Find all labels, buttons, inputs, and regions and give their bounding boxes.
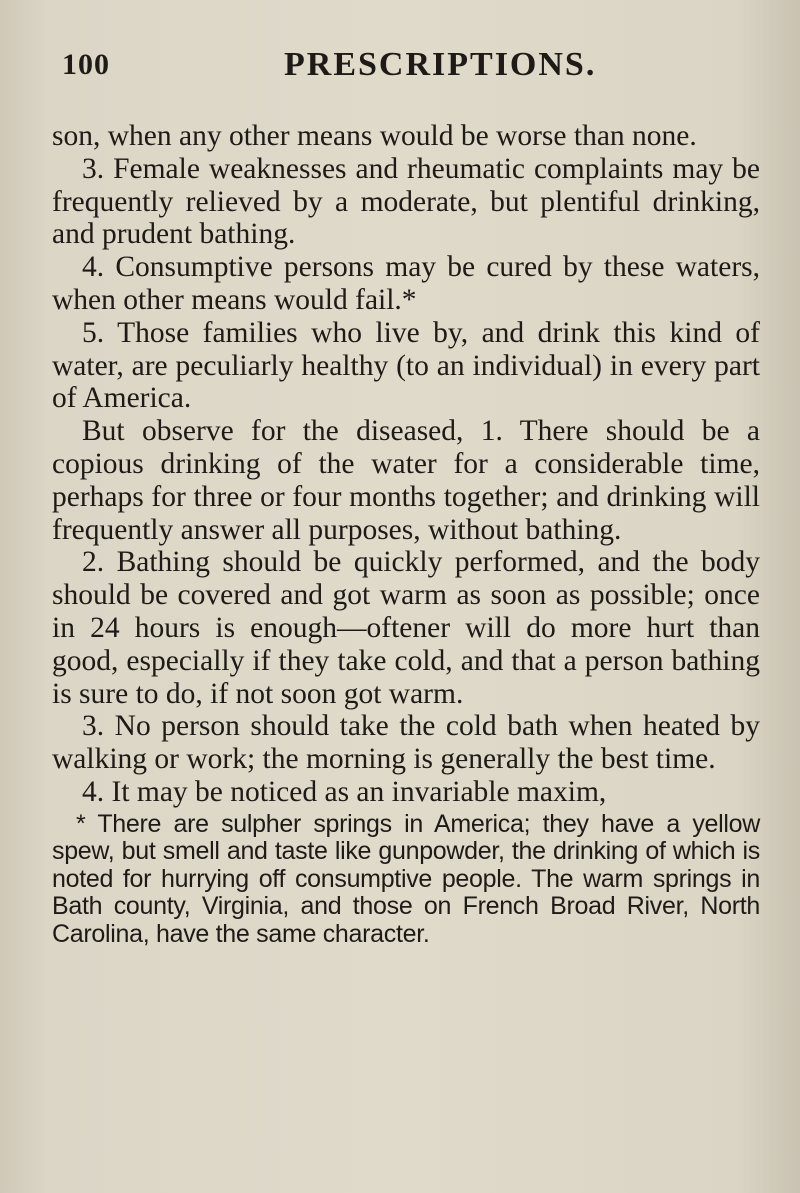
paragraph-maxim: 4. It may be noticed as an invariable maxim,	[82, 775, 607, 808]
paragraph-bathing: 2. Bathing should be quickly performed, and the body should be covered and got warm as soon as possible; once in 24 hours is enough—oftener will do more hurt than good, especially if they take cold, and that a person bathing is sure to do, if not soon got warm.	[52, 546, 760, 710]
paragraph-continuation: son, when any other means would be worse than none.	[52, 120, 697, 152]
running-title: PRESCRIPTIONS.	[284, 46, 597, 83]
footnote: * There are sulpher springs in America; they have a yellow spew, but smell and taste like gunpowder, the drinking of which is noted for hurrying off consumptive people. The warm springs in Bath county, Virginia, and those on French Broad River, North Carolina, have the same character.	[52, 809, 760, 948]
page-number: 100	[62, 48, 110, 81]
paragraph-female-weaknesses: 3. Female weaknesses and rheumatic complaints may be frequently relieved by a moderate, but plentiful drinking, and prudent bathing.	[52, 152, 760, 251]
paragraph-observe-diseased: But observe for the diseased, 1. There should be a copious drinking of the water for a considerable time, perhaps for three or four months together; and drinking will frequently answer all purposes, without bathing.	[52, 415, 760, 546]
paragraph-families: 5. Those families who live by, and drink this kind of water, are peculiarly healthy (to an individual) in every part of America.	[52, 316, 760, 415]
body-text	[52, 120, 760, 809]
paragraph-cold-bath: 3. No person should take the cold bath when heated by walking or work; the morning is generally the best time.	[52, 710, 760, 776]
running-head	[52, 44, 760, 94]
paragraph-consumptive-persons: 4. Consumptive persons may be cured by these waters, when other means would fail.*	[52, 251, 760, 316]
